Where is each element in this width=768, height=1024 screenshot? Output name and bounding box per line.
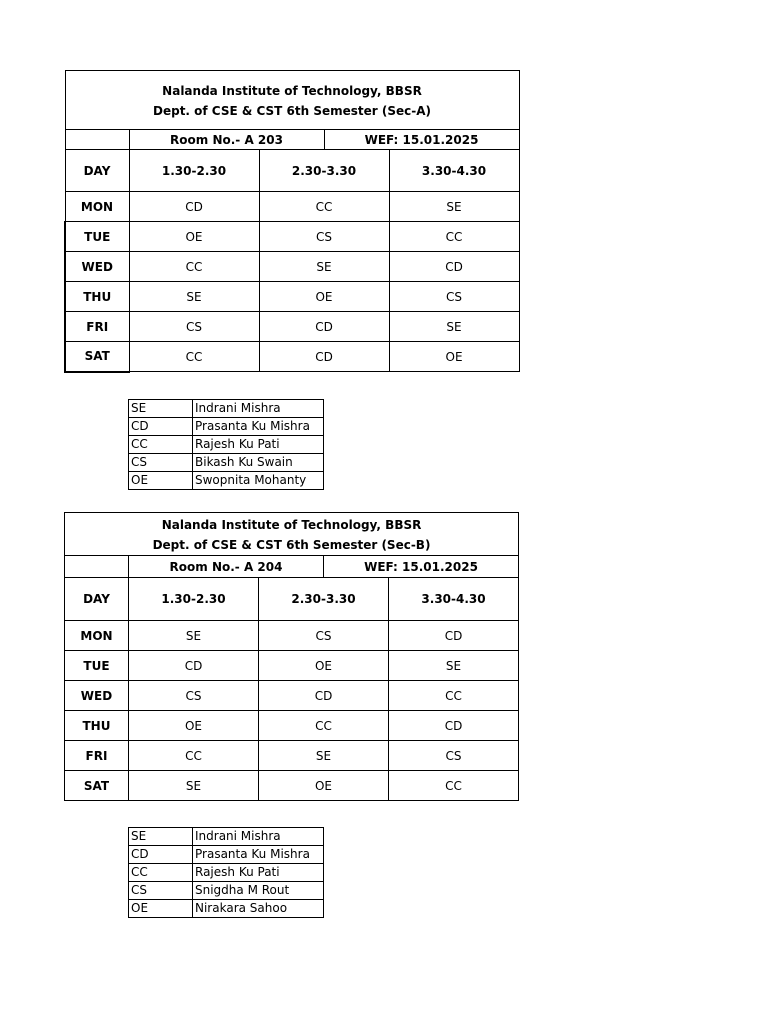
room-number: Room No.- A 203 xyxy=(129,130,324,150)
subject-code: CS xyxy=(129,454,193,472)
subject-code: CC xyxy=(129,436,193,454)
legend-row xyxy=(129,828,324,846)
table-row xyxy=(65,192,519,222)
subject-cell: CC xyxy=(129,342,259,372)
subject-cell: SE xyxy=(389,192,519,222)
subject-cell: CS xyxy=(389,741,519,771)
faculty-name: Prasanta Ku Mishra xyxy=(193,418,324,436)
table-row xyxy=(65,681,519,711)
subject-cell: OE xyxy=(259,282,389,312)
day-cell: FRI xyxy=(65,741,129,771)
day-cell: THU xyxy=(65,282,129,312)
subject-code: OE xyxy=(129,472,193,490)
subject-cell: OE xyxy=(129,222,259,252)
legend-row xyxy=(129,418,324,436)
subject-cell: CD xyxy=(259,342,389,372)
legend-row xyxy=(129,400,324,418)
subject-cell: CD xyxy=(129,192,259,222)
subject-cell: CD xyxy=(259,681,389,711)
day-cell: SAT xyxy=(65,342,129,372)
institute-name: Nalanda Institute of Technology, BBSR xyxy=(162,84,422,98)
day-cell: THU xyxy=(65,711,129,741)
timetable-sec-a xyxy=(64,70,520,373)
subject-cell: CS xyxy=(259,621,389,651)
faculty-name: Indrani Mishra xyxy=(193,828,324,846)
wef-date: WEF: 15.01.2025 xyxy=(324,556,519,578)
legend-row xyxy=(129,846,324,864)
legend-row xyxy=(129,436,324,454)
legend-row xyxy=(129,472,324,490)
table-row xyxy=(65,741,519,771)
subject-code: CD xyxy=(129,846,193,864)
subject-cell: CC xyxy=(389,771,519,801)
subject-code: SE xyxy=(129,828,193,846)
subject-cell: CC xyxy=(259,711,389,741)
slot-header: 1.30-2.30 xyxy=(129,578,259,621)
slot-header: 3.30-4.30 xyxy=(389,150,519,192)
subject-code: OE xyxy=(129,900,193,918)
subject-cell: CD xyxy=(389,711,519,741)
subject-cell: CC xyxy=(129,252,259,282)
day-header: DAY xyxy=(65,578,129,621)
subject-cell: SE xyxy=(129,771,259,801)
subject-cell: SE xyxy=(389,312,519,342)
subject-cell: CD xyxy=(389,252,519,282)
room-number: Room No.- A 204 xyxy=(129,556,324,578)
subject-cell: OE xyxy=(259,651,389,681)
faculty-name: Bikash Ku Swain xyxy=(193,454,324,472)
day-cell: WED xyxy=(65,681,129,711)
table-row xyxy=(65,651,519,681)
subject-cell: CS xyxy=(259,222,389,252)
subject-cell: CD xyxy=(129,651,259,681)
faculty-name: Indrani Mishra xyxy=(193,400,324,418)
department-semester: Dept. of CSE & CST 6th Semester (Sec-B) xyxy=(152,538,431,552)
day-cell: SAT xyxy=(65,771,129,801)
subject-cell: CD xyxy=(259,312,389,342)
timetable-title xyxy=(65,71,519,130)
subject-cell: OE xyxy=(259,771,389,801)
legend-row xyxy=(129,882,324,900)
day-cell: FRI xyxy=(65,312,129,342)
institute-name: Nalanda Institute of Technology, BBSR xyxy=(161,518,422,532)
department-semester: Dept. of CSE & CST 6th Semester (Sec-A) xyxy=(153,104,432,118)
subject-cell: CD xyxy=(389,621,519,651)
timetable-sec-b xyxy=(64,512,519,801)
subject-cell: CC xyxy=(389,681,519,711)
faculty-name: Snigdha M Rout xyxy=(193,882,324,900)
legend-row xyxy=(129,864,324,882)
subject-cell: CS xyxy=(389,282,519,312)
subject-cell: CC xyxy=(129,741,259,771)
legend-row xyxy=(129,900,324,918)
faculty-name: Nirakara Sahoo xyxy=(193,900,324,918)
slot-header: 1.30-2.30 xyxy=(129,150,259,192)
day-cell: WED xyxy=(65,252,129,282)
table-row xyxy=(65,222,519,252)
subject-cell: CC xyxy=(259,192,389,222)
subject-code: CS xyxy=(129,882,193,900)
subject-cell: OE xyxy=(389,342,519,372)
slot-header: 2.30-3.30 xyxy=(259,150,389,192)
subject-code: SE xyxy=(129,400,193,418)
table-row xyxy=(65,342,519,372)
subject-cell: SE xyxy=(389,651,519,681)
faculty-name: Rajesh Ku Pati xyxy=(193,436,324,454)
faculty-name: Rajesh Ku Pati xyxy=(193,864,324,882)
faculty-name: Swopnita Mohanty xyxy=(193,472,324,490)
day-cell: MON xyxy=(65,192,129,222)
slot-header: 2.30-3.30 xyxy=(259,578,389,621)
faculty-legend-sec-b xyxy=(128,827,324,918)
legend-row xyxy=(129,454,324,472)
subject-cell: OE xyxy=(129,711,259,741)
table-row xyxy=(65,252,519,282)
slot-header: 3.30-4.30 xyxy=(389,578,519,621)
table-row xyxy=(65,711,519,741)
subject-cell: CS xyxy=(129,681,259,711)
subject-cell: SE xyxy=(129,282,259,312)
day-cell: TUE xyxy=(65,222,129,252)
subject-cell: SE xyxy=(259,741,389,771)
blank-cell xyxy=(65,130,129,150)
table-row xyxy=(65,621,519,651)
subject-cell: SE xyxy=(259,252,389,282)
faculty-name: Prasanta Ku Mishra xyxy=(193,846,324,864)
blank-cell xyxy=(65,556,129,578)
subject-code: CD xyxy=(129,418,193,436)
wef-date: WEF: 15.01.2025 xyxy=(324,130,519,150)
timetable-title xyxy=(65,513,519,556)
table-row xyxy=(65,282,519,312)
subject-cell: CS xyxy=(129,312,259,342)
subject-cell: SE xyxy=(129,621,259,651)
day-cell: MON xyxy=(65,621,129,651)
day-header: DAY xyxy=(65,150,129,192)
subject-code: CC xyxy=(129,864,193,882)
day-cell: TUE xyxy=(65,651,129,681)
table-row xyxy=(65,312,519,342)
subject-cell: CC xyxy=(389,222,519,252)
table-row xyxy=(65,771,519,801)
faculty-legend-sec-a xyxy=(128,399,324,490)
